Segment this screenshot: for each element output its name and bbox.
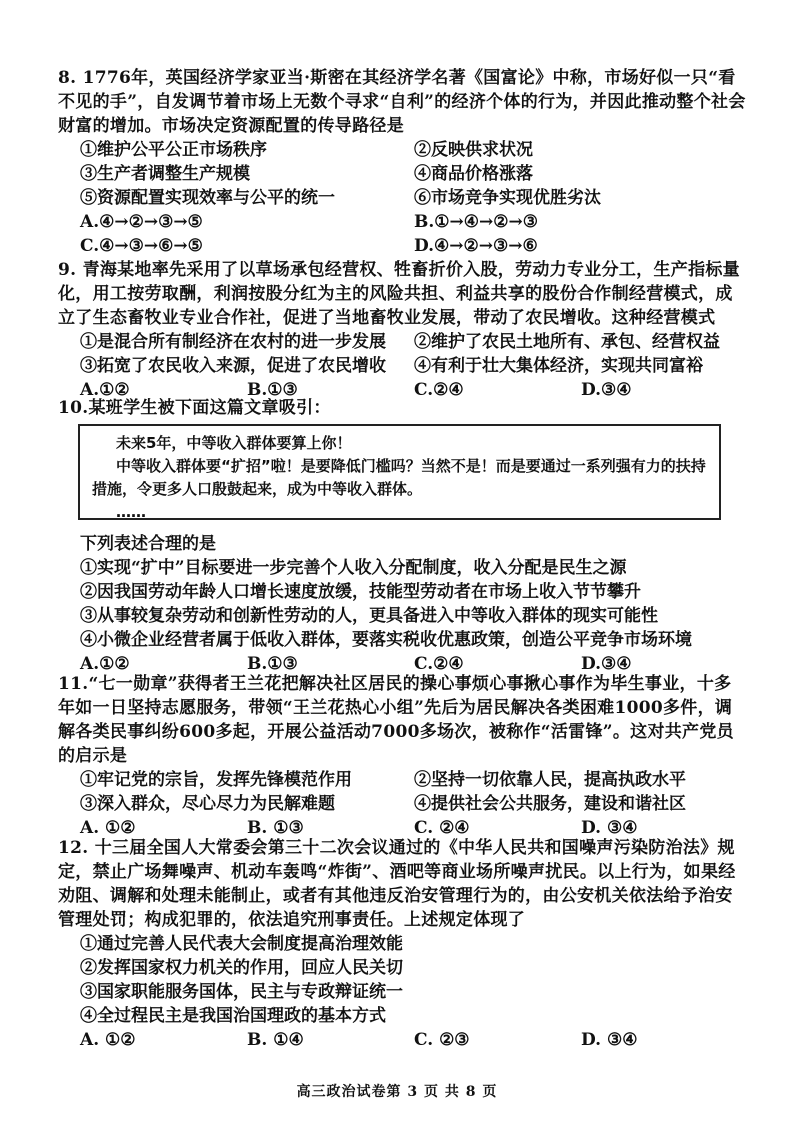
question-9-item-2: ②维护了农民土地所有、承包、经营权益: [414, 332, 720, 352]
question-12-choice-d: D. ③④: [581, 1030, 638, 1050]
question-11-item-2: ②坚持一切依靠人民，提高执政水平: [414, 770, 686, 790]
question-11-choice-b: B. ①③: [247, 818, 304, 838]
question-8-choice-d: D.④→②→③→⑥: [414, 236, 538, 256]
question-11-choice-c: C. ②④: [414, 818, 470, 838]
question-10-options: [58, 532, 748, 676]
question-9-items-row-2: [58, 354, 748, 378]
question-10-stem: 10.某班学生被下面这篇文章吸引：: [58, 398, 331, 418]
question-9-choice-a: A.①②: [80, 380, 130, 400]
question-10-choice-a: A.①②: [80, 654, 130, 674]
question-9-item-1: ①是混合所有制经济在农村的进一步发展: [80, 332, 386, 352]
question-11: [58, 672, 748, 840]
page-footer: 高三政治试卷第 3 页 共 8 页: [296, 1084, 498, 1100]
question-10-item-2: ②因我国劳动年龄人口增长速度放缓，技能型劳动者在市场上收入节节攀升: [80, 582, 641, 602]
question-8-stem: 8. 1776年，英国经济学家亚当·斯密在其经济学名著《国富论》中称，市场好似一只“看不见的手”，自发调节着市场上无数个寻求“自利”的经济个体的行为，并因此推动整个社会财富的增加。市场决定资源配置的传导路径是: [58, 68, 746, 136]
question-9: [58, 258, 748, 402]
question-8-items-row-1: [58, 138, 748, 162]
question-10-item-1: ①实现“扩中”目标要进一步完善个人收入分配制度，收入分配是民生之源: [80, 558, 627, 578]
question-8-item-2: ②反映供求状况: [414, 140, 533, 160]
question-8-item-3: ③生产者调整生产规模: [80, 164, 250, 184]
question-8-item-4: ④商品价格涨落: [414, 164, 533, 184]
question-9-items-row-1: [58, 330, 748, 354]
question-12-choice-b: B. ①④: [247, 1030, 304, 1050]
question-12-choice-a: A. ①②: [80, 1030, 136, 1050]
article-title: 未来5年，中等收入群体要算上你！: [116, 434, 352, 452]
article-body: 中等收入群体要“扩招”啦！是要降低门槛吗？当然不是！而是要通过一系列强有力的扶持措施，令更多人口殷鼓起来，成为中等收入群体。: [92, 457, 706, 498]
question-11-item-3: ③深入群众，尽心尽力为民解难题: [80, 794, 335, 814]
question-10-choice-d: D.③④: [581, 654, 632, 674]
question-10-choice-c: C.②④: [414, 654, 464, 674]
question-12-item-4: ④全过程民主是我国治国理政的基本方式: [80, 1006, 386, 1026]
question-12-item-2: ②发挥国家权力机关的作用，回应人民关切: [80, 958, 403, 978]
question-12-choice-c: C. ②③: [414, 1030, 470, 1050]
question-8-items-row-2: [58, 162, 748, 186]
question-8: [58, 66, 748, 258]
article-box: [78, 424, 721, 520]
question-8-items-row-3: [58, 186, 748, 210]
question-10-item-4: ④小微企业经营者属于低收入群体，要落实税收优惠政策，创造公平竞争市场环境: [80, 630, 692, 650]
question-10-choice-b: B.①③: [247, 654, 298, 674]
question-10-item-3: ③从事较复杂劳动和创新性劳动的人，更具备进入中等收入群体的现实可能性: [80, 606, 658, 626]
question-10-prompt: 下列表述合理的是: [80, 534, 216, 554]
question-8-item-5: ⑤资源配置实现效率与公平的统一: [80, 188, 335, 208]
question-11-item-4: ④提供社会公共服务，建设和谐社区: [414, 794, 686, 814]
question-9-choice-d: D.③④: [581, 380, 632, 400]
question-11-items-row-1: [58, 768, 748, 792]
question-9-item-4: ④有利于壮大集体经济，实现共同富裕: [414, 356, 703, 376]
question-12: [58, 836, 748, 1052]
question-11-choice-d: D. ③④: [581, 818, 638, 838]
question-11-choice-a: A. ①②: [80, 818, 136, 838]
question-9-choice-b: B.①③: [247, 380, 298, 400]
question-8-item-6: ⑥市场竞争实现优胜劣汰: [414, 188, 601, 208]
question-8-choice-a: A.④→②→③→⑤: [80, 212, 203, 232]
question-12-stem: 12. 十三届全国人大常委会第三十二次会议通过的《中华人民共和国噪声污染防治法》规定，禁止广场舞噪声、机动车轰鸣“炸街”、酒吧等商业场所噪声扰民。以上行为，如果经劝阻、调解和处理未能制止，或者有其他违反治安管理行为的，由公安机关依法给予治安管理处罚；构成犯罪的，依法追究刑事责任。上述规定体现了: [58, 838, 736, 930]
question-8-choice-b: B.①→④→②→③: [414, 212, 538, 232]
question-8-choices-row-2: [58, 234, 748, 258]
question-12-item-1: ①通过完善人民代表大会制度提高治理效能: [80, 934, 403, 954]
question-12-choices: [58, 1028, 748, 1052]
question-9-item-3: ③拓宽了农民收入来源，促进了农民增收: [80, 356, 386, 376]
article-ellipsis: ……: [116, 503, 146, 521]
question-8-choices-row-1: [58, 210, 748, 234]
question-8-item-1: ①维护公平公正市场秩序: [80, 140, 267, 160]
question-8-choice-c: C.④→③→⑥→⑤: [80, 236, 203, 256]
question-9-choice-c: C.②④: [414, 380, 464, 400]
question-11-items-row-2: [58, 792, 748, 816]
question-10: [58, 396, 748, 420]
question-9-stem: 9. 青海某地率先采用了以草场承包经营权、牲畜折价入股，劳动力专业分工，生产指标量化，用工按劳取酬，利润按股分红为主的风险共担、利益共享的股份合作制经营模式，成立了生态畜牧业专业合作社，促进了当地畜牧业发展，带动了农民增收。这种经营模式: [58, 260, 740, 328]
question-11-stem: 11.“七一勋章”获得者王兰花把解决社区居民的操心事烦心事揪心事作为毕生事业，十多年如一日坚持志愿服务，带领“王兰花热心小组”先后为居民解决各类困难1000多件，调解各类民事纠纷600多起，开展公益活动7000多场次，被称作“活雷锋”。这对共产党员的启示是: [58, 674, 734, 766]
question-11-item-1: ①牢记党的宗旨，发挥先锋模范作用: [80, 770, 352, 790]
question-12-item-3: ③国家职能服务国体，民主与专政辩证统一: [80, 982, 403, 1002]
